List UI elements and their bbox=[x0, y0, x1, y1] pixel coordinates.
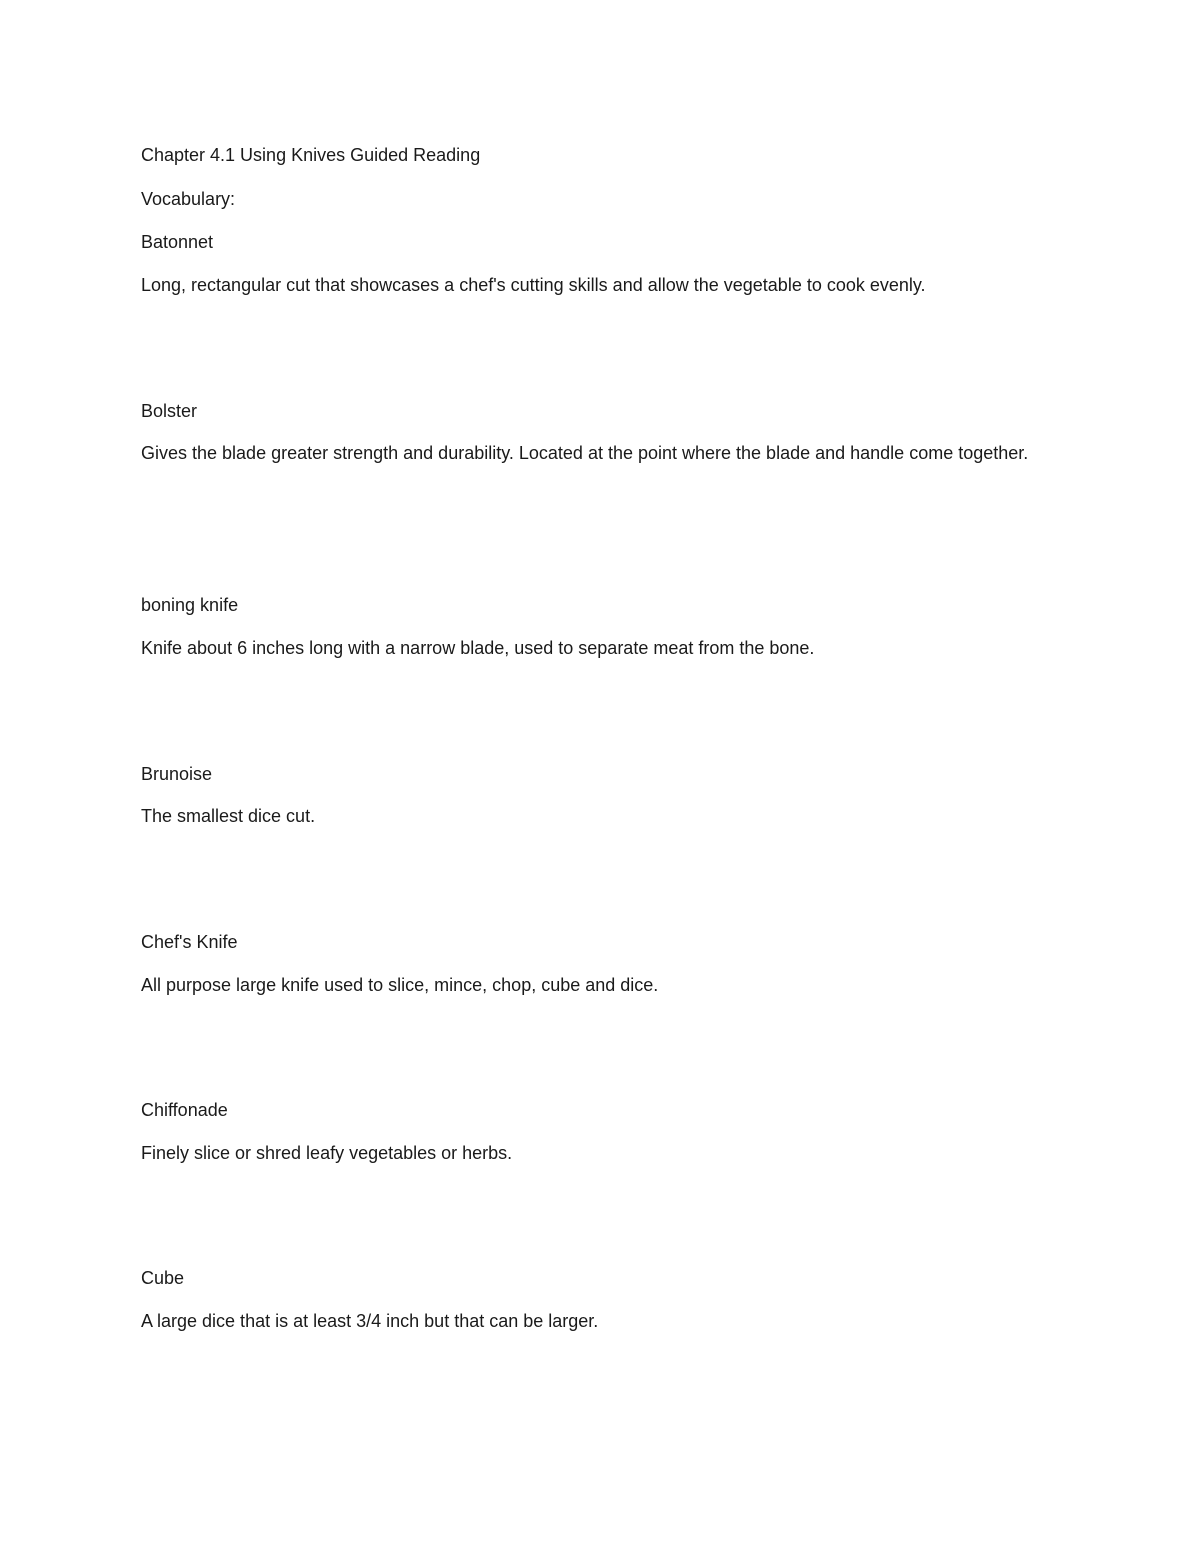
term-chefs-knife: Chef's Knife bbox=[141, 932, 238, 952]
term-cube: Cube bbox=[141, 1268, 185, 1288]
term-brunoise: Brunoise bbox=[141, 764, 213, 784]
section-label: Vocabulary: bbox=[141, 189, 236, 209]
definition-brunoise: The smallest dice cut. bbox=[141, 806, 316, 826]
document-title: Chapter 4.1 Using Knives Guided Reading bbox=[141, 145, 481, 165]
term-batonnet: Batonnet bbox=[141, 232, 214, 252]
definition-batonnet: Long, rectangular cut that showcases a chef's cutting skills and allow the vegetable to cook evenly. bbox=[141, 275, 926, 295]
definition-cube: A large dice that is at least 3/4 inch but that can be larger. bbox=[141, 1311, 599, 1331]
term-chiffonade: Chiffonade bbox=[141, 1100, 228, 1120]
definition-chefs-knife: All purpose large knife used to slice, mince, chop, cube and dice. bbox=[141, 975, 659, 995]
term-boning-knife: boning knife bbox=[141, 595, 239, 615]
definition-boning-knife: Knife about 6 inches long with a narrow blade, used to separate meat from the bone. bbox=[141, 638, 815, 658]
definition-chiffonade: Finely slice or shred leafy vegetables or herbs. bbox=[141, 1143, 513, 1163]
definition-bolster: Gives the blade greater strength and durability. Located at the point where the blade and handle come together. bbox=[141, 443, 1029, 463]
term-bolster: Bolster bbox=[141, 401, 198, 421]
